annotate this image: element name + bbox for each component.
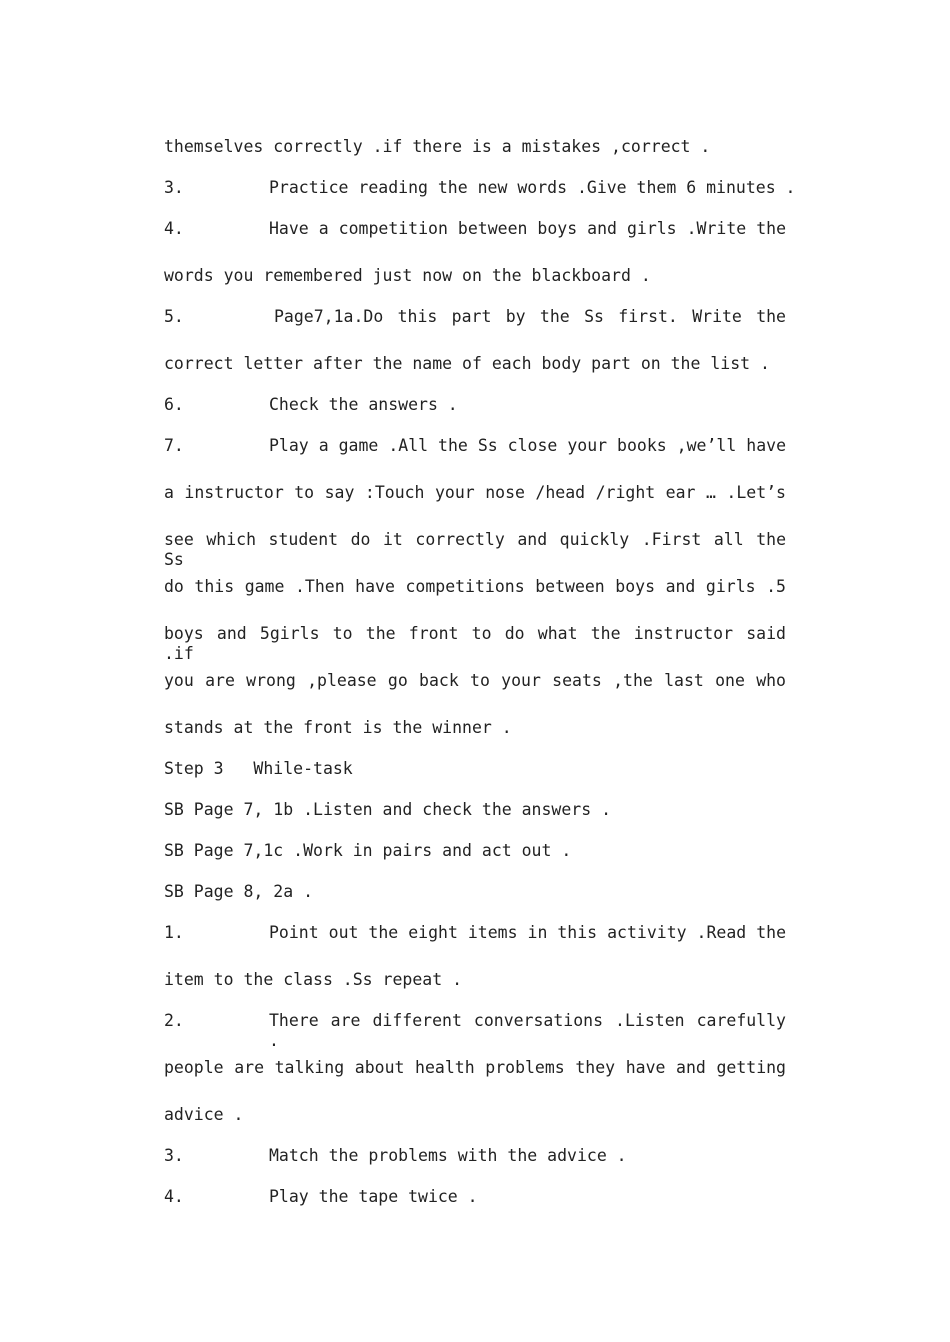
list-number: 2. bbox=[164, 1011, 184, 1030]
list-item-4b bbox=[164, 1187, 786, 1207]
text-line: themselves correctly .if there is a mistakes ,correct . bbox=[164, 137, 711, 156]
list-item-text: Have a competition between boys and girls .Write the bbox=[269, 219, 786, 238]
list-item-text: Practice reading the new words .Give them 6 minutes . bbox=[269, 178, 796, 197]
list-item-5 bbox=[164, 307, 786, 327]
list-item-text: There are different conversations .Listen carefully . bbox=[269, 1011, 786, 1050]
text-line: boys and 5girls to the front to do what the instructor said .if bbox=[164, 624, 786, 663]
text-line: words you remembered just now on the blackboard . bbox=[164, 266, 651, 285]
text-line: SB Page 7, 1b .Listen and check the answers . bbox=[164, 800, 612, 819]
step-heading: Step 3 While-task bbox=[164, 759, 353, 778]
text-line: correct letter after the name of each body part on the list . bbox=[164, 354, 770, 373]
list-number: 4. bbox=[164, 219, 184, 238]
list-item-3 bbox=[164, 178, 796, 198]
list-number: 6. bbox=[164, 395, 184, 414]
text-line: SB Page 8, 2a . bbox=[164, 882, 314, 901]
text-line: you are wrong ,please go back to your seats ,the last one who bbox=[164, 671, 786, 690]
list-number: 5. bbox=[164, 307, 184, 326]
list-number: 3. bbox=[164, 178, 184, 197]
text-line: advice . bbox=[164, 1105, 244, 1124]
list-number: 3. bbox=[164, 1146, 184, 1165]
text-line: stands at the front is the winner . bbox=[164, 718, 512, 737]
text-line: item to the class .Ss repeat . bbox=[164, 970, 463, 989]
list-item-text: Check the answers . bbox=[269, 395, 458, 414]
list-item-7 bbox=[164, 436, 786, 456]
list-item-text: Match the problems with the advice . bbox=[269, 1146, 627, 1165]
list-item-text: Play a game .All the Ss close your books ,we’ll have bbox=[269, 436, 786, 455]
list-number: 7. bbox=[164, 436, 184, 455]
text-line: SB Page 7,1c .Work in pairs and act out . bbox=[164, 841, 572, 860]
list-item-text: Point out the eight items in this activity .Read the bbox=[269, 923, 786, 942]
text-line: see which student do it correctly and quickly .First all the Ss bbox=[164, 530, 786, 569]
list-number: 4. bbox=[164, 1187, 184, 1206]
list-item-6 bbox=[164, 395, 786, 415]
list-item-4 bbox=[164, 219, 786, 239]
text-line: do this game .Then have competitions between boys and girls .5 bbox=[164, 577, 786, 596]
list-item-2 bbox=[164, 1011, 786, 1050]
list-item-text: Play the tape twice . bbox=[269, 1187, 478, 1206]
list-number: 1. bbox=[164, 923, 184, 942]
list-item-text: Page7,1a.Do this part by the Ss first. Write the bbox=[274, 307, 786, 326]
text-line: people are talking about health problems they have and getting bbox=[164, 1058, 786, 1077]
list-item-1 bbox=[164, 923, 786, 943]
text-line: a instructor to say :Touch your nose /head /right ear … .Let’s bbox=[164, 483, 786, 502]
list-item-3b bbox=[164, 1146, 786, 1166]
